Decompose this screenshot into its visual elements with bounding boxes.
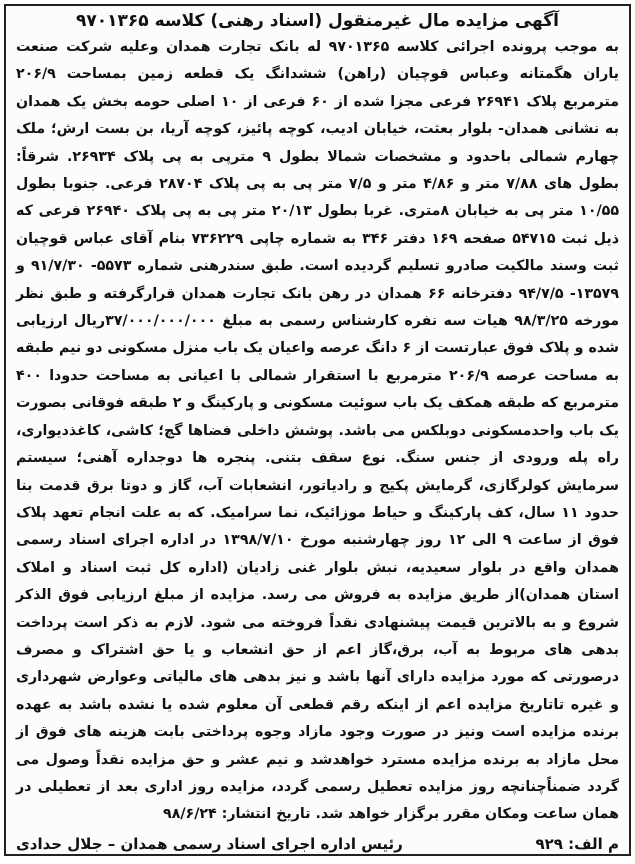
notice-frame [4,4,631,856]
notice-title: آگهی مزایده مال غیرمنقول (اسناد رهنی) کلاسه ۹۷۰۱۳۶۵ [76,11,559,31]
notice-signature: رئیس اداره اجرای اسناد رسمی همدان – جلال حدادی [16,834,403,853]
notice-footer [16,835,619,853]
notice-body: به موجب پرونده اجرائی کلاسه ۹۷۰۱۳۶۵ له بانک تجارت همدان وعلیه شرکت صنعت یاران هگمتانه وعباس قوچیان (راهن) ششدانگ یک قطعه زمین بمساحت ۲۰۶/۹ مترمربع پلاک ۲۶۹۴۱ فرعی مجزا شده از ۶۰ فرعی از ۱۰ اصلی حومه بخش یک همدان به نشانی همدان- بلوار بعثت، خیابان ادیب، کوچه پائیز، کوچه آریا، بن بست ارش؛ ملک چهارم شمالی باحدود و مشخصات شمالا بطول ۹ مترپی به پی پلاک ۲۶۹۳۴. شرقاً: بطول های ۷/۸۸ متر و ۴/۸۶ متر و ۷/۵ متر پی به پی پلاک ۲۸۷۰۴ فرعی. جنوبا بطول ۱۰/۵۵ متر پی به خیابان ۸متری. غربا بطول ۲۰/۱۳ متر پی به پی پلاک ۲۶۹۴۰ فرعی که ذیل ثبت ۵۴۷۱۵ صفحه ۱۶۹ دفتر ۳۴۶ به شماره چاپی ۷۳۶۲۲۹ بنام آقای عباس قوچیان ثبت وسند مالکیت صادرو تسلیم گردیده است. طبق سندرهنی شماره ۵۵۷۳- ۹۱/۷/۳۰ و ۱۳۵۷۹- ۹۴/۷/۵ دفترخانه ۶۶ همدان در رهن بانک تجارت همدان قرارگرفته و طبق نظر مورخه ۹۸/۳/۲۵ هیات سه نفره کارشناس رسمی به مبلغ ۳۷/۰۰۰/۰۰۰/۰۰۰ریال ارزیابی شده و پلاک فوق عبارتست از ۶ دانگ عرصه واعیان یک باب منزل مسکونی دو نیم طبقه به مساحت عرصه ۲۰۶/۹ مترمربع با استقرار شمالی با اعیانی به مساحت حدودا ۴۰۰ مترمربع که طبقه همکف یک باب سوئیت مسکونی و پارکینگ و ۲ طبقه فوقانی بصورت یک باب واحدمسکونی دوبلکس می باشد. پوشش داخلی فضاها گچ؛ کاشی، کاغذدیواری، راه پله ورودی از جنس سنگ. نوع سقف بتنی. پنجره ها دوجداره آهنی؛ سیستم سرمایش کولرگازی، گرمایش پکیج و رادیاتور، انشعابات آب، گاز و دوتا برق قدمت بنا حدود ۱۱ سال، کف پارکینگ و حیاط موزائیک، نما سرامیک. که به علت انجام تعهد پلاک فوق از ساعت ۹ الی ۱۲ روز چهارشنبه مورخ ۱۳۹۸/۷/۱۰ در اداره اجرای اسناد رسمی همدان واقع در بلوار سعیدیه، نبش بلوار غنی زادیان (اداره کل ثبت اسناد و املاک استان همدان)از طریق مزایده به فروش می رسد. مزایده از مبلغ ارزیابی فوق الذکر شروع و به بالاترین قیمت پیشنهادی نقداً فروخته می شود. لازم به ذکر است پرداخت بدهی های مربوط به آب، برق،گاز اعم از حق انشعاب و یا حق اشتراک و مصرف درصورتی که مورد مزایده دارای آنها باشد و نیز بدهی های مالیاتی وعوارض شهرداری و غیره تاتاریخ مزایده اعم از اینکه رقم قطعی آن معلوم شده یا نشده باشد به عهده برنده مزایده است ونیز در صورت وجود مازاد وجوه پرداختی بابت هزینه های فوق از محل مازاد به برنده مزایده مسترد خواهدشد و نیم عشر و حق مزایده نقداً وصول می گردد ضمناًچنانچه روز مزایده تعطیل رسمی گردد، مزایده روز اداری بعد از تعطیلی در همان ساعت ومکان مقرر برگزار خواهد شد. تاریخ انتشار: ۹۸/۶/۲۴ [16,39,620,823]
notice-reference: م الف: ۹۲۹ [535,834,619,853]
